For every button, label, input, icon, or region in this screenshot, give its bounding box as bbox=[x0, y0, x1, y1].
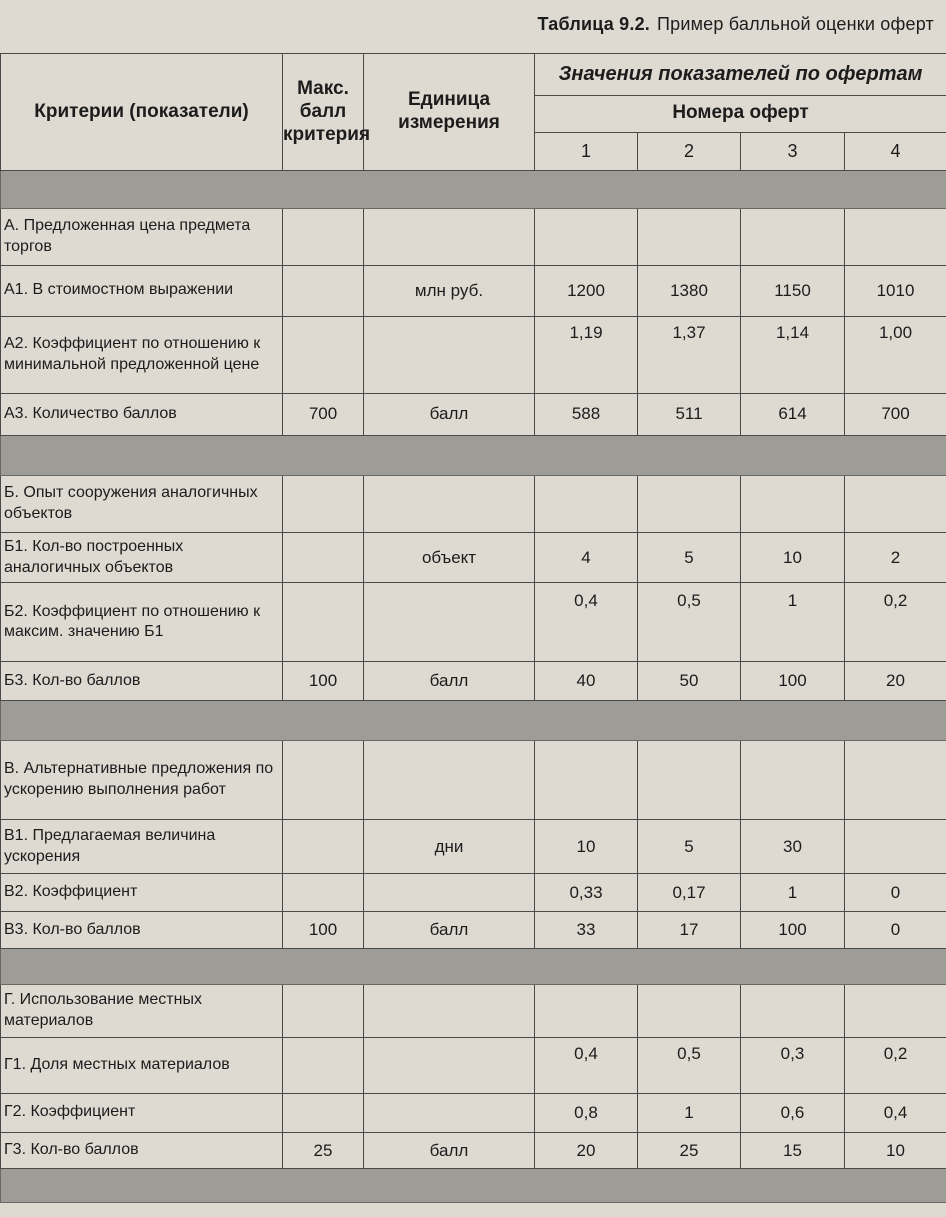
value-cell: 2 bbox=[845, 532, 946, 583]
table-row bbox=[1, 265, 946, 317]
table-row bbox=[1, 583, 946, 662]
value-cell bbox=[845, 820, 946, 874]
unit-cell bbox=[364, 317, 535, 394]
table-row bbox=[1, 873, 946, 911]
unit-cell: балл bbox=[364, 912, 535, 948]
max-score-cell bbox=[283, 1037, 364, 1093]
header-criteria: Критерии (показатели) bbox=[1, 54, 283, 171]
value-cell: 10 bbox=[845, 1132, 946, 1168]
scoring-table bbox=[0, 53, 946, 1203]
value-cell: 15 bbox=[741, 1132, 845, 1168]
value-cell: 1 bbox=[741, 583, 845, 662]
value-cell: 0,4 bbox=[535, 583, 638, 662]
value-cell: 1,00 bbox=[845, 317, 946, 394]
criterion-a1: А1. В стоимостном выражении bbox=[1, 265, 283, 317]
section-row bbox=[1, 476, 946, 533]
value-cell: 614 bbox=[741, 394, 845, 436]
table-caption bbox=[0, 14, 946, 38]
value-cell: 50 bbox=[638, 662, 741, 700]
criterion-g: Г. Использование местных материалов bbox=[1, 985, 283, 1038]
unit-cell bbox=[364, 873, 535, 911]
table-row bbox=[1, 1093, 946, 1132]
value-cell: 0,33 bbox=[535, 873, 638, 911]
value-cell: 0,2 bbox=[845, 1037, 946, 1093]
header-offer-3: 3 bbox=[741, 132, 845, 170]
header-unit: Единица измерения bbox=[364, 54, 535, 171]
value-cell: 20 bbox=[535, 1132, 638, 1168]
criterion-g2: Г2. Коэффициент bbox=[1, 1093, 283, 1132]
table-row bbox=[1, 1132, 946, 1168]
value-cell: 30 bbox=[741, 820, 845, 874]
header-max-score: Макс. балл критерия bbox=[283, 54, 364, 171]
value-cell: 700 bbox=[845, 394, 946, 436]
table-row bbox=[1, 317, 946, 394]
value-cell: 0,2 bbox=[845, 583, 946, 662]
value-cell: 25 bbox=[638, 1132, 741, 1168]
section-row bbox=[1, 208, 946, 265]
unit-cell: млн руб. bbox=[364, 265, 535, 317]
value-cell: 0,5 bbox=[638, 583, 741, 662]
criterion-g1: Г1. Доля местных материалов bbox=[1, 1037, 283, 1093]
max-score-cell: 25 bbox=[283, 1132, 364, 1168]
value-cell: 1,19 bbox=[535, 317, 638, 394]
criterion-a3: А3. Количество баллов bbox=[1, 394, 283, 436]
value-cell: 0,4 bbox=[845, 1093, 946, 1132]
unit-cell: балл bbox=[364, 1132, 535, 1168]
value-cell: 5 bbox=[638, 532, 741, 583]
table-row bbox=[1, 394, 946, 436]
separator-row bbox=[1, 700, 946, 740]
max-score-cell bbox=[283, 873, 364, 911]
separator-row bbox=[1, 1169, 946, 1203]
table-row bbox=[1, 912, 946, 948]
table-row bbox=[1, 662, 946, 700]
value-cell: 20 bbox=[845, 662, 946, 700]
value-cell: 1200 bbox=[535, 265, 638, 317]
unit-cell bbox=[364, 1093, 535, 1132]
value-cell: 10 bbox=[741, 532, 845, 583]
value-cell: 100 bbox=[741, 912, 845, 948]
value-cell: 1 bbox=[638, 1093, 741, 1132]
table-caption-number: Таблица 9.2. bbox=[537, 14, 650, 34]
header-offer-4: 4 bbox=[845, 132, 946, 170]
value-cell: 1380 bbox=[638, 265, 741, 317]
value-cell: 1,37 bbox=[638, 317, 741, 394]
header-offer-numbers-title: Номера оферт bbox=[535, 95, 946, 132]
value-cell: 1010 bbox=[845, 265, 946, 317]
value-cell: 0 bbox=[845, 912, 946, 948]
table-row bbox=[1, 532, 946, 583]
unit-cell bbox=[364, 1037, 535, 1093]
max-score-cell: 700 bbox=[283, 394, 364, 436]
unit-cell: балл bbox=[364, 662, 535, 700]
unit-cell: объект bbox=[364, 532, 535, 583]
table-row bbox=[1, 1037, 946, 1093]
value-cell: 0,5 bbox=[638, 1037, 741, 1093]
max-score-cell bbox=[283, 1093, 364, 1132]
criterion-v: В. Альтернативные предложения по ускорению выполнения работ bbox=[1, 741, 283, 820]
criterion-v3: В3. Кол-во баллов bbox=[1, 912, 283, 948]
value-cell: 0 bbox=[845, 873, 946, 911]
max-score-cell bbox=[283, 820, 364, 874]
value-cell: 1,14 bbox=[741, 317, 845, 394]
criterion-v1: В1. Предлагаемая величина ускорения bbox=[1, 820, 283, 874]
header-offer-2: 2 bbox=[638, 132, 741, 170]
criterion-g3: Г3. Кол-во баллов bbox=[1, 1132, 283, 1168]
value-cell: 0,17 bbox=[638, 873, 741, 911]
section-row bbox=[1, 985, 946, 1038]
header-offer-1: 1 bbox=[535, 132, 638, 170]
unit-cell bbox=[364, 583, 535, 662]
value-cell: 4 bbox=[535, 532, 638, 583]
section-row bbox=[1, 741, 946, 820]
max-score-cell bbox=[283, 317, 364, 394]
value-cell: 17 bbox=[638, 912, 741, 948]
criterion-a: А. Предложенная цена предмета торгов bbox=[1, 208, 283, 265]
value-cell: 40 bbox=[535, 662, 638, 700]
criterion-b: Б. Опыт сооружения аналогичных объектов bbox=[1, 476, 283, 533]
table-row bbox=[1, 820, 946, 874]
value-cell: 33 bbox=[535, 912, 638, 948]
criterion-b3: Б3. Кол-во баллов bbox=[1, 662, 283, 700]
criterion-b1: Б1. Кол-во построенных аналогичных объектов bbox=[1, 532, 283, 583]
separator-row bbox=[1, 435, 946, 475]
unit-cell: балл bbox=[364, 394, 535, 436]
criterion-a2: А2. Коэффициент по отношению к минимальной предложенной цене bbox=[1, 317, 283, 394]
value-cell: 0,3 bbox=[741, 1037, 845, 1093]
header-values-title: Значения показателей по офертам bbox=[535, 54, 946, 96]
value-cell: 1150 bbox=[741, 265, 845, 317]
max-score-cell bbox=[283, 583, 364, 662]
max-score-cell bbox=[283, 532, 364, 583]
value-cell: 511 bbox=[638, 394, 741, 436]
value-cell: 0,8 bbox=[535, 1093, 638, 1132]
value-cell: 10 bbox=[535, 820, 638, 874]
criterion-v2: В2. Коэффициент bbox=[1, 873, 283, 911]
criterion-b2: Б2. Коэффициент по отношению к максим. значению Б1 bbox=[1, 583, 283, 662]
separator-row bbox=[1, 948, 946, 984]
value-cell: 100 bbox=[741, 662, 845, 700]
table-caption-title: Пример балльной оценки оферт bbox=[657, 14, 934, 34]
value-cell: 0,6 bbox=[741, 1093, 845, 1132]
value-cell: 5 bbox=[638, 820, 741, 874]
max-score-cell: 100 bbox=[283, 912, 364, 948]
unit-cell: дни bbox=[364, 820, 535, 874]
header-row-1 bbox=[1, 54, 946, 96]
value-cell: 588 bbox=[535, 394, 638, 436]
max-score-cell: 100 bbox=[283, 662, 364, 700]
value-cell: 1 bbox=[741, 873, 845, 911]
value-cell: 0,4 bbox=[535, 1037, 638, 1093]
separator-row bbox=[1, 171, 946, 208]
max-score-cell bbox=[283, 265, 364, 317]
